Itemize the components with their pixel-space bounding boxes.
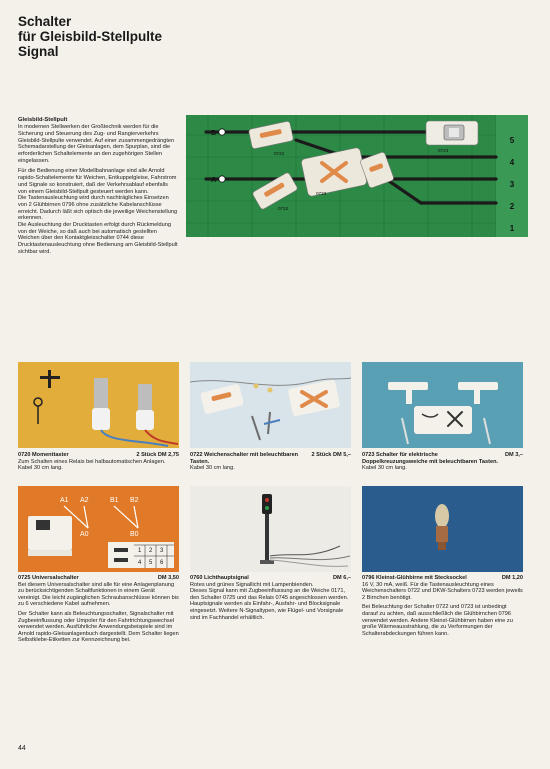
product-description: Kabel 30 cm lang.	[362, 465, 407, 472]
switch-number: 2	[149, 548, 153, 554]
product-price: 2 Stück DM 5,–	[311, 452, 351, 458]
product-price: 2 Stück DM 2,75	[136, 452, 179, 458]
product-name: Universalschalter	[32, 575, 79, 581]
track-diagram-image	[186, 115, 528, 237]
product-description: Kabel 30 cm lang.	[190, 465, 235, 472]
intro-heading: Gleisbild-Stellpult	[18, 117, 68, 123]
product-0722	[190, 452, 351, 475]
product-0725	[18, 575, 179, 647]
title-line-3: Signal	[18, 44, 59, 59]
switch-number: 3	[160, 548, 164, 554]
track-number-1: 1	[509, 224, 515, 233]
product-name: Lichthauptsignal	[204, 575, 249, 581]
track-number-4: 4	[509, 158, 515, 167]
photo-0722-weichenschalter	[190, 362, 351, 448]
product-description: Dieses Signal kann mit Zugbeeinflussung an die Weiche 0171, den Schalter 0725 und das Relais 0745 angeschlossen werden. Hauptsignale werden als Einfahr-, Ausfahr- und Blocksignale eingesetzt. Weitere N-Signaltypen, wie Flügel- und Vorsignale sind im Fachhandel erhältlich.	[190, 588, 349, 621]
part-label-0722-b: 0722	[278, 206, 289, 211]
switch-label: A1	[60, 497, 69, 504]
part-label-0723-b: 0723	[438, 148, 449, 153]
signal-icon	[219, 129, 225, 135]
product-price: DM 3,50	[157, 575, 179, 581]
product-code: 0720	[18, 452, 31, 458]
product-code: 0796	[362, 575, 375, 581]
product-name: Weichenschalter mit beleuchtbaren Tasten.	[190, 452, 299, 465]
intro-paragraph-1: In modernen Stellwerken der Großtechnik werden für die Sicherung und Steuerung des Zug- und Rangierverkehrs Gleisbild-Stellpulte verwendet. Auf einer zusammengedrängten Schemadarstellung der Gleisanlagen, dem Spurplan, sind die erforderlichen Schaltelemente an den zugehörigen Stellen eingelassen.	[18, 124, 175, 164]
product-price: DM 3,–	[504, 452, 523, 458]
switch-number: 4	[138, 560, 142, 566]
track-number-3: 3	[509, 180, 515, 189]
photo-0725-universalschalter	[18, 486, 179, 572]
product-description: Rotes und grünes Signallicht mit Lampenbienden.	[190, 581, 314, 588]
switch-number: 5	[149, 560, 153, 566]
product-description: Zum Schalten eines Relais bei halbautomatischen Anlagen. Kabel 30 cm lang.	[18, 458, 166, 472]
product-0723	[362, 452, 523, 475]
product-0720	[18, 452, 179, 475]
switch-label: B2	[130, 497, 139, 504]
switch-number: 6	[160, 560, 164, 566]
track-number-5: 5	[509, 136, 515, 145]
switch-label: A2	[80, 497, 89, 504]
photo-0720-momenttaster	[18, 362, 179, 448]
part-label-0722-a: 0722	[274, 151, 285, 156]
page-number: 44	[18, 745, 26, 752]
signal-label-a: A	[211, 177, 217, 184]
product-price: DM 1,20	[501, 575, 523, 581]
switch-label: A0	[80, 531, 89, 538]
page-title	[18, 14, 162, 59]
product-description: Bei Beleuchtung der Schalter 0722 und 0723 ist unbedingt darauf zu achten, daß ausschließlich die Glühbirnchen 0796 verwendet werden. Andere Kleinst-Glühbirnen haben eine zu große Wärmeausstrahlung, die zu Verformungen der Schalterabdeckungen führen kann.	[362, 604, 513, 637]
product-code: 0722	[190, 452, 203, 458]
product-code: 0723	[362, 452, 375, 458]
product-description: Der Schalter kann als Beleuchtungsschalter, Signalschalter mit Zugbeeinflussung oder Umpoler für den Fahrtrichtungswechsel verwendet werden. Ausführliche Anwendungsbeispiele sind im Arnold rapido-Gleisanlagenbuch dargestellt. Dem Schalter liegen Selbstklebe-Etiketten zur Kennzeichnung bei.	[18, 610, 179, 644]
product-description: 16 V, 30 mA, weiß. Für die Tastenausleuchtung eines Weichenschalters 0722 und DKW-Schalters 0723 werden jeweils 2 Birnchen benötigt.	[362, 581, 523, 601]
signal-label-b: B	[211, 130, 217, 137]
intro-text	[18, 117, 178, 260]
part-label-0723-a: 0723	[316, 191, 327, 196]
switch-number: 1	[138, 548, 142, 554]
product-description: Bei diesem Universalschalter sind alle für eine Anlagenplanung zu berücksichtigenden Schaltfunktionen in einem Gerät vereinigt. Die leicht zugänglichen Schraubanschlüsse können bis zu 6 verschiedene Kabel aufnehmen.	[18, 581, 179, 608]
intro-paragraph-2: Für die Bedienung einer Modellbahnanlage sind alle Arnold rapido-Schaltelemente für Weichen, Entkuppelgleise, Fahrstrom und Signale so konstruiert, daß der Verkehrsablauf ebenfalls von einem Gleisbild-Stellpult gesteuert werden kann. Die Tastenausleuchtung wird durch nachträgliches Einsetzen von 2 Glühbirnen 0796 ohne zusätzliche Kabelanschlüsse erreicht. Dadurch läßt sich optisch die jeweilige Weichenstellung erkennen. Die Ausleuchtung der Drucktasten erfolgt durch Rückmeldung von der Weiche, so daß auch bei automatisch gestellten Weichen über den Kontaktgleisschalter 0744 diese Drucktastenausleuchtung ohne Bedienung am Gleisbild-Stellpult sichtbar wird.	[18, 168, 178, 255]
product-name: Kleinst-Glühbirne mit Stecksockel	[376, 575, 467, 581]
photo-0796-gluehbirne	[362, 486, 523, 572]
product-name: Schalter für elektrische Doppelkreuzungsweiche mit beleuchtbaren Tasten.	[362, 452, 499, 465]
product-code: 0725	[18, 575, 31, 581]
track-number-2: 2	[509, 202, 515, 211]
title-line-2: für Gleisbild-Stellpulte	[18, 29, 163, 44]
product-0796	[362, 575, 523, 640]
product-price: DM 6,–	[332, 575, 351, 581]
product-code: 0760	[190, 575, 203, 581]
switch-label: B0	[130, 531, 139, 538]
photo-0760-lichthauptsignal	[190, 486, 351, 572]
title-line-1: Schalter	[18, 14, 72, 29]
switch-label: B1	[110, 497, 119, 504]
photo-0723-dkw-schalter	[362, 362, 523, 448]
product-0760	[190, 575, 351, 624]
product-name: Momenttaster	[32, 452, 69, 458]
track-diagram-svg	[186, 115, 528, 237]
